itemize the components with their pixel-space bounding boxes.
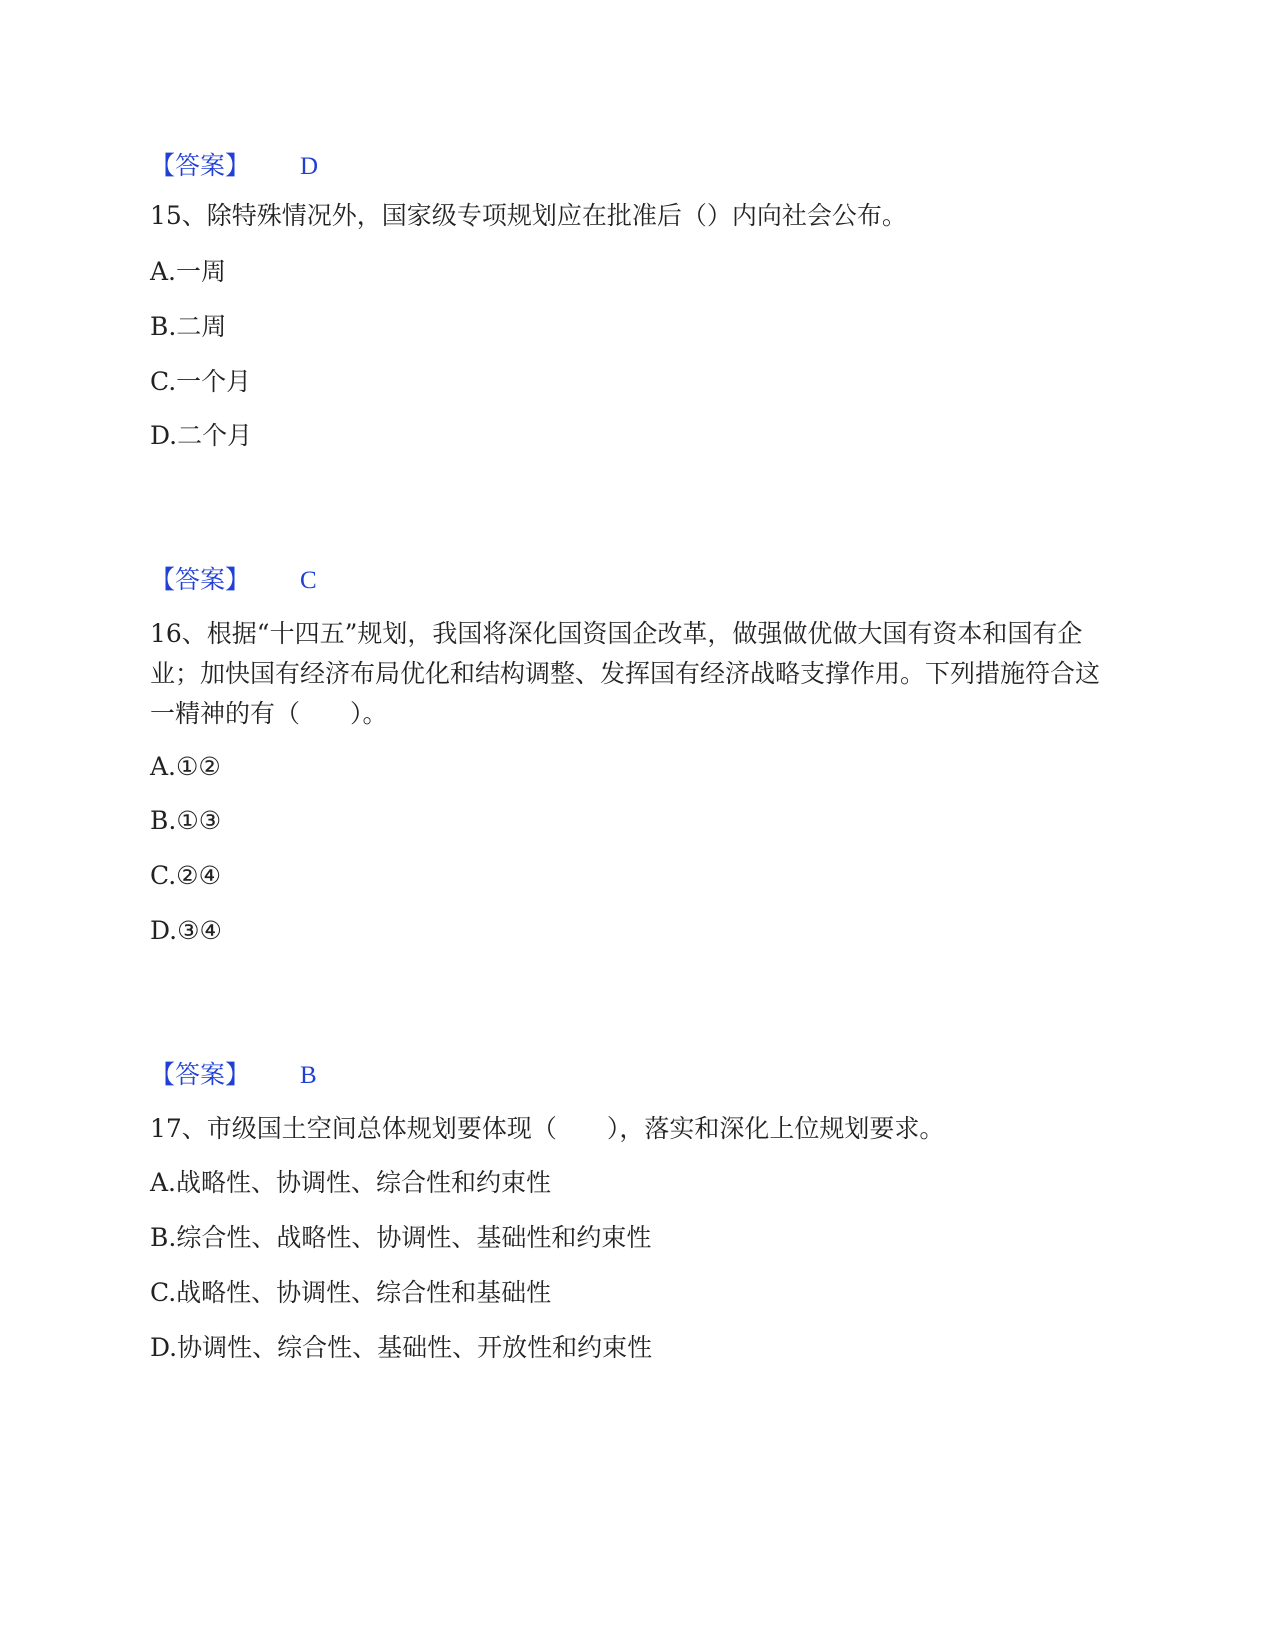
question-16-option-b: B.①③ <box>150 806 222 835</box>
question-17-option-c: C.战略性、协调性、综合性和基础性 <box>150 1278 552 1307</box>
question-16-option-c: C.②④ <box>150 861 222 890</box>
question-16-option-d: D.③④ <box>150 916 222 945</box>
question-16-option-a: A.①② <box>150 752 221 781</box>
question-15-text: 15、除特殊情况外，国家级专项规划应在批准后（）内向社会公布。 <box>150 201 907 230</box>
question-17-option-a: A.战略性、协调性、综合性和约束性 <box>150 1168 552 1197</box>
answer-label: 【答案】 <box>150 1060 251 1089</box>
question-15-option-d: D.二个月 <box>150 421 253 450</box>
question-15-option-b: B.二周 <box>150 312 227 341</box>
answer-line-15 <box>150 560 317 601</box>
question-17-option-b: B.综合性、战略性、协调性、基础性和约束性 <box>150 1223 652 1252</box>
answer-value: B <box>300 1062 317 1089</box>
question-15-option-c: C.一个月 <box>150 367 252 396</box>
question-17-option-d: D.协调性、综合性、基础性、开放性和约束性 <box>150 1333 653 1362</box>
question-16-text: 16、根据“十四五”规划，我国将深化国资国企改革，做强做优做大国有资本和国有企业；加快国有经济布局优化和结构调整、发挥国有经济战略支撑作用。下列措施符合这一精神的有（ ）。 <box>150 619 1101 728</box>
question-15-option-a: A.一周 <box>150 257 227 286</box>
answer-label: 【答案】 <box>150 565 251 594</box>
answer-value: D <box>300 153 319 180</box>
answer-value: C <box>300 567 317 594</box>
answer-line-14 <box>150 146 318 187</box>
answer-line-16 <box>150 1055 317 1096</box>
answer-label: 【答案】 <box>150 151 251 180</box>
question-17-text: 17、市级国土空间总体规划要体现（ ），落实和深化上位规划要求。 <box>150 1114 945 1143</box>
